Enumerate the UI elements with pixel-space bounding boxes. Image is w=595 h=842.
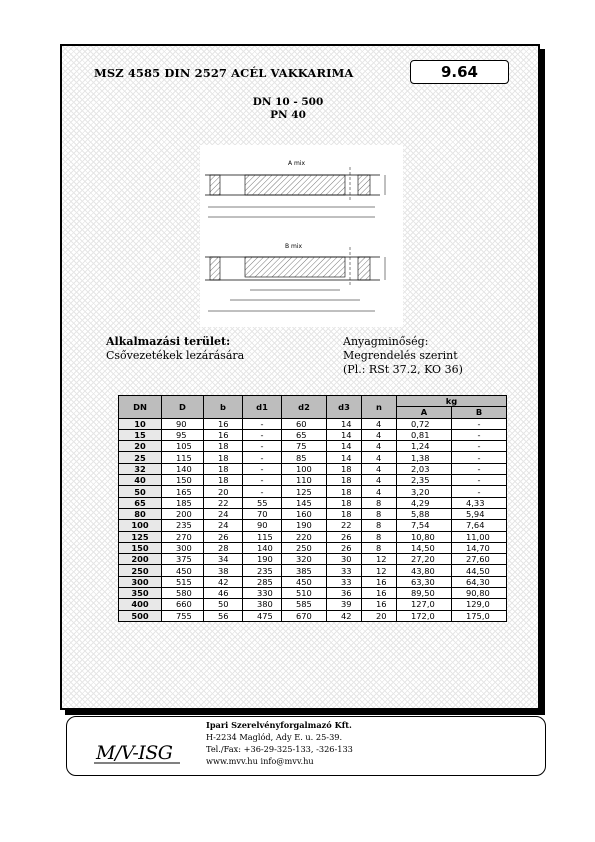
table-cell: 250: [282, 542, 327, 553]
table-cell: -: [243, 429, 282, 440]
col-header-D: D: [162, 396, 204, 419]
table-row: [119, 497, 507, 508]
application-section: [106, 335, 244, 363]
table-cell: 220: [282, 531, 327, 542]
table-cell: 46: [204, 588, 243, 599]
table-cell-dn: 80: [119, 508, 162, 519]
table-cell: 20: [204, 486, 243, 497]
table-cell: 26: [327, 531, 362, 542]
table-cell: 8: [362, 531, 397, 542]
table-cell: 50: [204, 599, 243, 610]
table-row: [119, 565, 507, 576]
table-cell: 8: [362, 497, 397, 508]
table-cell: 26: [204, 531, 243, 542]
table-cell: 90: [243, 520, 282, 531]
table-cell: 190: [282, 520, 327, 531]
table-cell: 16: [362, 588, 397, 599]
table-cell: 125: [282, 486, 327, 497]
size-range: DN 10 - 500: [252, 96, 324, 108]
table-cell: 11,00: [452, 531, 507, 542]
table-cell: 4: [362, 486, 397, 497]
table-cell: 580: [162, 588, 204, 599]
col-header-d3: d3: [327, 396, 362, 419]
table-cell-dn: 15: [119, 429, 162, 440]
table-cell: 16: [362, 576, 397, 587]
table-cell: 16: [204, 418, 243, 429]
material-line-1: Megrendelés szerint: [343, 349, 458, 362]
table-row: [119, 441, 507, 452]
type-b-label: B mix: [285, 243, 303, 250]
table-cell: 26: [327, 542, 362, 553]
table-cell: 14: [327, 441, 362, 452]
table-cell: 7,54: [397, 520, 452, 531]
table-cell: 8: [362, 508, 397, 519]
table-cell: 380: [243, 599, 282, 610]
table-cell: 60: [282, 418, 327, 429]
table-row: [119, 588, 507, 599]
table-cell: 450: [282, 576, 327, 587]
table-cell: 670: [282, 610, 327, 621]
table-cell-dn: 150: [119, 542, 162, 553]
table-cell: 95: [162, 429, 204, 440]
table-cell: -: [452, 463, 507, 474]
table-cell: 450: [162, 565, 204, 576]
table-cell: 5,88: [397, 508, 452, 519]
table-cell: 38: [204, 565, 243, 576]
table-row: [119, 531, 507, 542]
type-b-hatch-left: [210, 257, 220, 280]
table-cell: 75: [282, 441, 327, 452]
table-cell-dn: 50: [119, 486, 162, 497]
table-cell: 39: [327, 599, 362, 610]
table-cell: 300: [162, 542, 204, 553]
table-cell: 18: [327, 463, 362, 474]
table-cell: 150: [162, 475, 204, 486]
technical-drawing: [200, 145, 403, 327]
table-cell: 235: [162, 520, 204, 531]
table-cell: -: [452, 429, 507, 440]
table-cell: 27,60: [452, 554, 507, 565]
table-cell: 270: [162, 531, 204, 542]
table-cell: 2,35: [397, 475, 452, 486]
table-cell: 33: [327, 565, 362, 576]
company-street: H-2234 Maglód, Ady E. u. 25-39.: [206, 732, 343, 742]
table-cell: 14,50: [397, 542, 452, 553]
table-cell: 0,81: [397, 429, 452, 440]
table-cell: 56: [204, 610, 243, 621]
table-cell: 28: [204, 542, 243, 553]
table-cell: 64,30: [452, 576, 507, 587]
table-cell: 7,64: [452, 520, 507, 531]
type-b-hatch-body: [245, 257, 345, 277]
logo-svg: [92, 733, 184, 769]
type-a-label: A mix: [288, 160, 306, 167]
table-cell: 36: [327, 588, 362, 599]
type-b-hatch-right: [358, 257, 370, 280]
table-cell: -: [452, 452, 507, 463]
table-cell: 90,80: [452, 588, 507, 599]
table-cell: -: [452, 418, 507, 429]
table-cell: 90: [162, 418, 204, 429]
col-header-kg: kg: [397, 396, 507, 407]
table-cell: 510: [282, 588, 327, 599]
table-cell: -: [243, 463, 282, 474]
table-cell: 14: [327, 429, 362, 440]
company-web: www.mvv.hu info@mvv.hu: [206, 756, 314, 766]
table-cell-dn: 40: [119, 475, 162, 486]
page-title: MSZ 4585 DIN 2527 ACÉL VAKKARIMA: [94, 66, 354, 80]
col-header-d1: d1: [243, 396, 282, 419]
application-heading: Alkalmazási terület:: [106, 335, 231, 348]
table-cell: 140: [243, 542, 282, 553]
material-line-2: (Pl.: RSt 37.2, KO 36): [343, 363, 463, 376]
table-cell-dn: 32: [119, 463, 162, 474]
col-header-d2: d2: [282, 396, 327, 419]
pressure-rating: PN 40: [270, 109, 306, 121]
table-cell: 4: [362, 452, 397, 463]
company-phone: Tel./Fax: +36-29-325-133, -326-133: [206, 744, 353, 754]
table-cell: 475: [243, 610, 282, 621]
table-cell: -: [243, 486, 282, 497]
table-cell: 385: [282, 565, 327, 576]
table-cell: 20: [362, 610, 397, 621]
table-row: [119, 576, 507, 587]
logo-text: M/V-ISG: [96, 742, 173, 764]
dimension-table: [118, 395, 507, 622]
table-cell-dn: 500: [119, 610, 162, 621]
table-cell: -: [243, 441, 282, 452]
table-row: [119, 508, 507, 519]
table-cell: 140: [162, 463, 204, 474]
table-cell: 5,94: [452, 508, 507, 519]
table-cell: 755: [162, 610, 204, 621]
table-cell: -: [452, 475, 507, 486]
table-row: [119, 429, 507, 440]
table-cell: 4: [362, 463, 397, 474]
table-cell: 16: [362, 599, 397, 610]
table-cell: 172,0: [397, 610, 452, 621]
material-section: [343, 335, 463, 377]
table-cell-dn: 100: [119, 520, 162, 531]
table-cell: 16: [204, 429, 243, 440]
table-cell: 127,0: [397, 599, 452, 610]
table-cell: 320: [282, 554, 327, 565]
table-cell-dn: 25: [119, 452, 162, 463]
sheet-code-badge: 9.64: [410, 60, 509, 84]
table-cell: 0,72: [397, 418, 452, 429]
table-cell: 185: [162, 497, 204, 508]
table-cell: 14: [327, 418, 362, 429]
type-a-hatch-right: [358, 175, 370, 195]
table-cell: 22: [327, 520, 362, 531]
table-cell: 165: [162, 486, 204, 497]
table-cell: 18: [204, 441, 243, 452]
flange-drawing-svg: [200, 145, 403, 327]
table-cell: 18: [204, 463, 243, 474]
table-cell: 4,29: [397, 497, 452, 508]
table-cell: 4,33: [452, 497, 507, 508]
col-header-dn: DN: [119, 396, 162, 419]
table-row: [119, 520, 507, 531]
table-cell: 190: [243, 554, 282, 565]
table-cell: 89,50: [397, 588, 452, 599]
table-cell-dn: 20: [119, 441, 162, 452]
table-cell: 34: [204, 554, 243, 565]
table-cell-dn: 65: [119, 497, 162, 508]
table-row: [119, 418, 507, 429]
table-cell: 585: [282, 599, 327, 610]
table-cell: 4: [362, 429, 397, 440]
table-cell: 10,80: [397, 531, 452, 542]
col-header-kg-a: A: [397, 407, 452, 418]
table-cell-dn: 10: [119, 418, 162, 429]
company-name: Ipari Szerelvényforgalmazó Kft.: [206, 720, 352, 730]
table-row: [119, 554, 507, 565]
table-cell: 145: [282, 497, 327, 508]
table-cell: 110: [282, 475, 327, 486]
application-text: Csővezetékek lezárására: [106, 349, 245, 362]
table-cell-dn: 300: [119, 576, 162, 587]
table-row: [119, 452, 507, 463]
table-cell: 42: [327, 610, 362, 621]
table-row: [119, 475, 507, 486]
table-cell: 175,0: [452, 610, 507, 621]
table-cell: 24: [204, 508, 243, 519]
table-cell: -: [243, 418, 282, 429]
table-cell: 18: [327, 508, 362, 519]
material-heading: Anyagminőség:: [343, 335, 429, 348]
table-cell: -: [452, 441, 507, 452]
table-cell: 235: [243, 565, 282, 576]
table-cell: 22: [204, 497, 243, 508]
table-cell: 18: [327, 497, 362, 508]
type-a-hatch-left: [210, 175, 220, 195]
table-cell: 14,70: [452, 542, 507, 553]
table-cell: 24: [204, 520, 243, 531]
table-cell: 660: [162, 599, 204, 610]
table-cell: 44,50: [452, 565, 507, 576]
table-cell: 55: [243, 497, 282, 508]
table-cell-dn: 200: [119, 554, 162, 565]
col-header-b: b: [204, 396, 243, 419]
table-cell: 43,80: [397, 565, 452, 576]
company-address: [206, 719, 353, 767]
table-row: [119, 542, 507, 553]
table-cell: 105: [162, 441, 204, 452]
table-cell: 8: [362, 520, 397, 531]
table-cell: 18: [327, 475, 362, 486]
table-cell: 330: [243, 588, 282, 599]
col-header-kg-b: B: [452, 407, 507, 418]
table-cell: 1,24: [397, 441, 452, 452]
table-cell: -: [243, 475, 282, 486]
type-a-hatch-body: [245, 175, 345, 195]
table-cell: 4: [362, 418, 397, 429]
table-cell: 115: [162, 452, 204, 463]
company-logo: [92, 733, 184, 769]
table-cell: 115: [243, 531, 282, 542]
table-cell: 12: [362, 554, 397, 565]
table-cell: 4: [362, 475, 397, 486]
table-cell-dn: 125: [119, 531, 162, 542]
table-cell-dn: 350: [119, 588, 162, 599]
table-cell: 285: [243, 576, 282, 587]
table-row: [119, 610, 507, 621]
table-cell: 85: [282, 452, 327, 463]
table-cell: 515: [162, 576, 204, 587]
table-cell-dn: 400: [119, 599, 162, 610]
table-cell: 160: [282, 508, 327, 519]
table-cell: 70: [243, 508, 282, 519]
table-cell: 42: [204, 576, 243, 587]
table-cell: 27,20: [397, 554, 452, 565]
table-cell: 8: [362, 542, 397, 553]
table-cell: 18: [204, 452, 243, 463]
col-header-n: n: [362, 396, 397, 419]
table-cell: -: [243, 452, 282, 463]
table-cell: 375: [162, 554, 204, 565]
table-body: [119, 418, 507, 621]
table-row: [119, 463, 507, 474]
table-cell: 18: [327, 486, 362, 497]
table-cell: 14: [327, 452, 362, 463]
table-cell: 200: [162, 508, 204, 519]
table-cell: 1,38: [397, 452, 452, 463]
table-cell: 4: [362, 441, 397, 452]
table-cell: 63,30: [397, 576, 452, 587]
table-row: [119, 486, 507, 497]
table-cell: 30: [327, 554, 362, 565]
table-cell: 12: [362, 565, 397, 576]
table-cell: 33: [327, 576, 362, 587]
table-cell: 18: [204, 475, 243, 486]
table-cell: 100: [282, 463, 327, 474]
table-cell-dn: 250: [119, 565, 162, 576]
table-cell: 129,0: [452, 599, 507, 610]
table-cell: -: [452, 486, 507, 497]
table-cell: 2,03: [397, 463, 452, 474]
table-cell: 65: [282, 429, 327, 440]
table-row: [119, 599, 507, 610]
table-cell: 3,20: [397, 486, 452, 497]
